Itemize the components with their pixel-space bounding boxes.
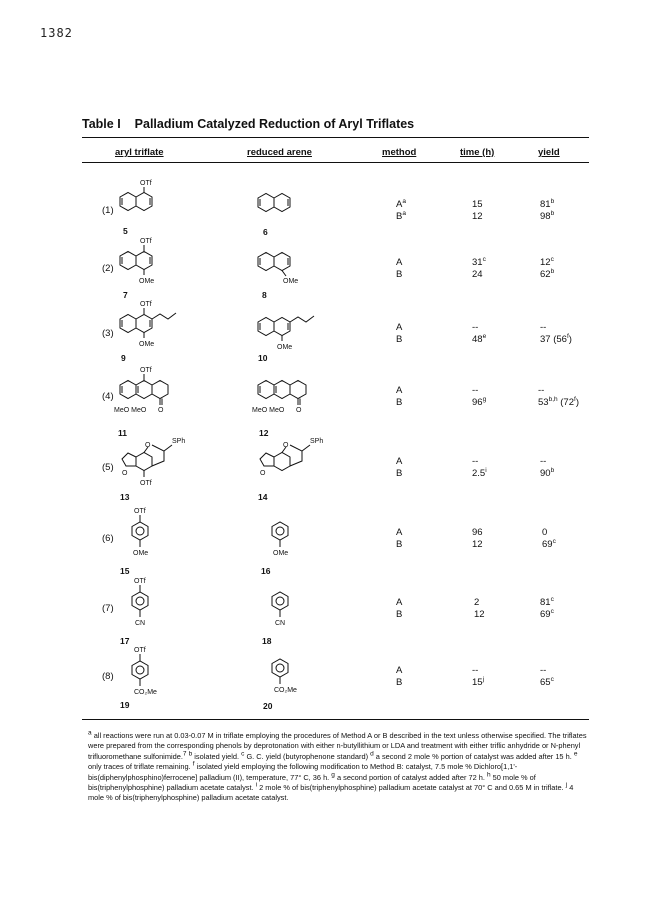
method-cell: A B	[396, 322, 403, 345]
compound-number: 8	[262, 290, 267, 300]
otf-label: OTf	[140, 180, 152, 187]
structure-arene-16	[256, 518, 306, 566]
compound-number: 20	[263, 701, 273, 711]
compound-number: 18	[262, 636, 272, 646]
otf-label: OTf	[140, 238, 152, 245]
structure-triflate-5	[112, 180, 162, 225]
ketone-o-label: O	[296, 407, 302, 414]
table-title	[82, 117, 414, 131]
ome-label: OMe	[139, 278, 155, 285]
header-yield: yield	[538, 147, 560, 158]
entry-label: (4)	[102, 391, 114, 402]
time-cell: 31$^c$ 24	[472, 255, 486, 280]
ketone-o-label: O	[158, 407, 164, 414]
bottom-rule	[82, 719, 589, 720]
header-aryl-triflate: aryl triflate	[115, 147, 164, 158]
otf-label: OTf	[140, 301, 152, 308]
yield-cell: -- 90$^b$	[540, 456, 555, 479]
ring-o-label: O	[145, 442, 151, 449]
structure-arene-14	[250, 433, 330, 489]
compound-number: 19	[120, 700, 130, 710]
structure-arene-6	[250, 190, 300, 226]
table-footnotes	[88, 731, 588, 804]
ome-label: OMe	[283, 278, 299, 285]
structure-triflate-11	[112, 366, 192, 428]
compound-number: 7	[123, 290, 128, 300]
top-rule	[82, 137, 589, 138]
entry-label: (6)	[102, 533, 114, 544]
co2me-label: CO₂Me	[134, 689, 157, 696]
structure-arene-10	[250, 310, 330, 356]
time-cell: -- 48e	[472, 322, 487, 345]
time-cell: -- 2.5$^i$	[472, 456, 487, 479]
compound-number: 15	[120, 566, 130, 576]
method-cell: A B	[396, 385, 403, 408]
otf-label: OTf	[140, 480, 152, 487]
yield-cell: 81$^b$ 98$^b$	[540, 197, 555, 222]
compound-number: 12	[259, 428, 269, 438]
entry-label: (3)	[102, 328, 114, 339]
compound-number: 6	[263, 227, 268, 237]
furan-o-label: O	[122, 470, 128, 477]
ome-label: OMe	[139, 341, 155, 348]
structure-arene-20	[256, 655, 316, 705]
time-cell: -- 96$^g$	[472, 385, 487, 408]
otf-label: OTf	[134, 508, 146, 515]
time-cell: 2 12	[474, 597, 485, 620]
method-cell: A B	[396, 456, 403, 479]
meo-label: MeO MeO	[252, 407, 285, 414]
header-rule	[82, 162, 589, 163]
entry-label: (7)	[102, 603, 114, 614]
table-caption: Palladium Catalyzed Reduction of Aryl Triflates	[134, 117, 415, 131]
yield-cell: 81$^c$ 69$^c$	[540, 595, 554, 620]
compound-number: 13	[120, 492, 130, 502]
table-label: Table I	[82, 117, 121, 131]
meo-label: MeO MeO	[114, 407, 147, 414]
ome-label: OMe	[273, 550, 289, 557]
structure-triflate-15	[116, 505, 166, 565]
ring-o-label: O	[283, 442, 289, 449]
entry-label: (5)	[102, 462, 114, 473]
structure-triflate-17	[116, 575, 166, 635]
compound-number: 16	[261, 566, 271, 576]
yield-cell: -- 53$^{b,h}$ (72$^f$)	[538, 385, 579, 408]
compound-number: 17	[120, 636, 130, 646]
otf-label: OTf	[140, 367, 152, 374]
structure-triflate-9	[112, 300, 192, 356]
co2me-label: CO₂Me	[274, 687, 297, 694]
compound-number: 11	[118, 428, 127, 438]
yield-cell: 0 69$^c$	[542, 527, 556, 550]
ome-label: OMe	[133, 550, 149, 557]
method-cell: A B	[396, 527, 403, 550]
ome-label: OMe	[277, 344, 293, 351]
otf-label: OTf	[134, 578, 146, 585]
yield-cell: -- 65$^c$	[540, 665, 554, 688]
compound-number: 10	[258, 353, 268, 363]
structure-arene-18	[256, 588, 306, 636]
header-time: time (h)	[460, 147, 495, 158]
furan-o-label: O	[260, 470, 266, 477]
method-cell: $A^a$ $B^a$	[396, 197, 406, 222]
entry-label: (8)	[102, 671, 114, 682]
footnote-body: $^a$ all reactions were run at 0.03-0.07 M in triflate employing the procedures of Method A or B described in the text unless otherwise specified. The triflates were prepared from the corresponding phenols by deprotonation with either n-butyllithium or LDA and treatment with either triflic anhydride or N-phenyl trifluoromethane sulfonimide.$^7$ $^b$ isolated yield. $^c$ G. C. yield (butyrophenone standard) $^d$ a second 2 mole % portion of catalyst was added after 15 h. $^e$ only traces of triflate remaining. $^f$ isolated yield employing the following modification to Method B: catalyst, 7.5 mole % Dichloro[1,1'-bis(diphenylphosphino)ferrocene] palladium (II), temperature, 77° C, 36 h. $^g$ a second portion of catalyst added after 72 h. $^h$ 50 mole % of bis(triphenylphosphine) palladium acetate catalyst. $^i$ 2 mole % of bis(triphenylphosphine) palladium acetate catalyst at 70° C and 0.65 M in triflate. $^j$ 4 mole % of bis(triphenylphosphine) palladium acetate catalyst.	[88, 729, 587, 803]
method-cell: A B	[396, 257, 403, 280]
structure-arene-12	[250, 377, 330, 427]
cn-label: CN	[135, 620, 146, 627]
cn-label: CN	[275, 620, 286, 627]
yield-cell: -- 37 (56$^f$)	[540, 322, 572, 345]
structure-triflate-19	[116, 644, 176, 704]
otf-label: OTf	[134, 647, 146, 654]
time-cell: 15 12	[472, 199, 483, 222]
compound-number: 5	[123, 226, 128, 236]
structure-arene-8	[250, 251, 306, 291]
sph-label: SPh	[172, 438, 186, 445]
page-number: 1382	[40, 26, 73, 40]
time-cell: 96 12	[472, 527, 483, 550]
method-cell: A B	[396, 665, 403, 688]
header-reduced-arene: reduced arene	[247, 147, 312, 158]
sph-label: SPh	[310, 438, 324, 445]
compound-number: 9	[121, 353, 126, 363]
entry-label: (1)	[102, 205, 114, 216]
structure-triflate-7	[112, 237, 168, 293]
yield-cell: 12$^c$ 62$^b$	[540, 255, 555, 280]
header-method: method	[382, 147, 417, 158]
structure-triflate-13	[112, 433, 192, 495]
method-cell: A B	[396, 597, 403, 620]
time-cell: -- 15$^j$	[472, 665, 485, 688]
compound-number: 14	[258, 492, 268, 502]
entry-label: (2)	[102, 263, 114, 274]
